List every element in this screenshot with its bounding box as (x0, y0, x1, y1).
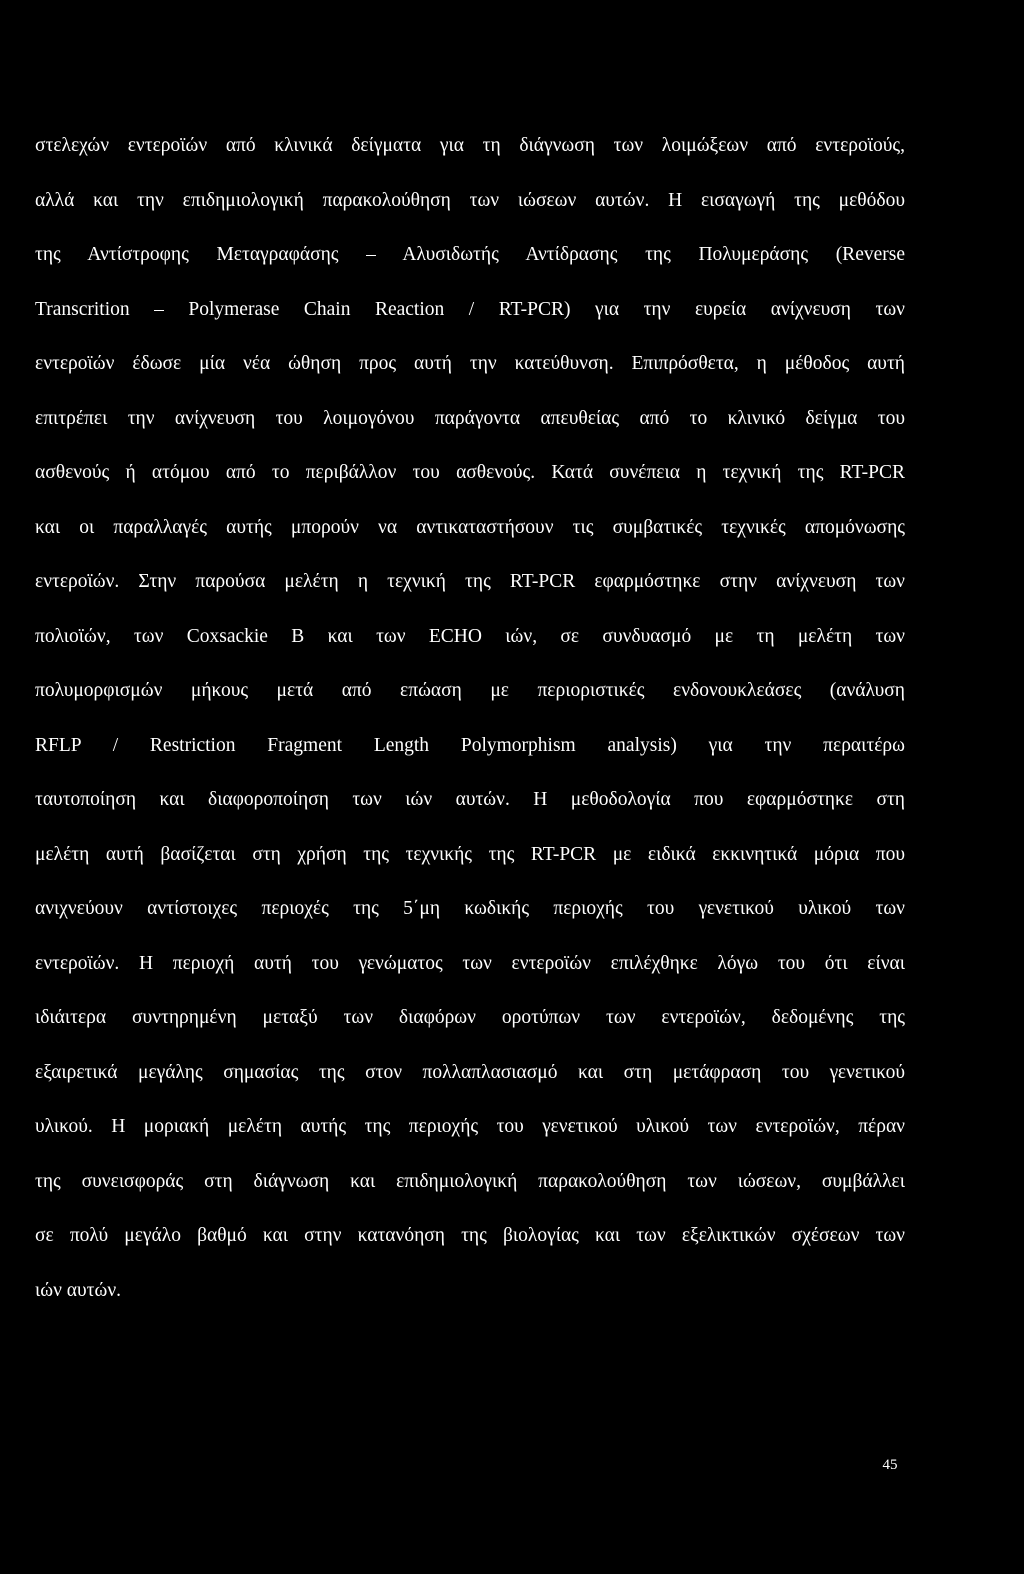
text-line: επιτρέπει την ανίχνευση του λοιμογόνου παράγοντα απευθείας από το κλινικό δείγμα του (35, 407, 905, 429)
text-line: ιδιάιτερα συντηρημένη μεταξύ των διαφόρων οροτύπων των εντεροϊών, δεδομένης της (35, 1007, 905, 1028)
text-line: ταυτοποίηση και διαφοροποίηση των ιών αυτών. Η μεθοδολογία που εφαρμόστηκε στη (35, 789, 905, 810)
text-line: εντεροϊών. Στην παρούσα μελέτη η τεχνική της RT-PCR εφαρμόστηκε στην ανίχνευση των (35, 571, 905, 592)
text-line: υλικού. Η μοριακή μελέτη αυτής της περιοχής του γενετικού υλικού των εντεροϊών, πέραν (35, 1116, 905, 1137)
text-line: μελέτη αυτή βασίζεται στη χρήση της τεχνικής της RT-PCR με ειδικά εκκινητικά μόρια που (35, 843, 905, 865)
text-line: ανιχνεύουν αντίστοιχες περιοχές της 5΄μη κωδικής περιοχής του γενετικού υλικού των (35, 898, 905, 919)
text-line: ασθενούς ή ατόμου από το περιβάλλον του ασθενούς. Κατά συνέπεια η τεχνική της RT-PCR (35, 462, 905, 483)
text-line: εντεροϊών. Η περιοχή αυτή του γενώματος των εντεροϊών επιλέχθηκε λόγω του ότι είναι (35, 952, 905, 974)
text-line: Transcrition – Polymerase Chain Reaction / RT-PCR) για την ευρεία ανίχνευση των (35, 298, 905, 320)
text-line-last: ιών αυτών. (35, 1279, 122, 1301)
page-number: 45 (882, 1457, 898, 1473)
text-line: και οι παραλλαγές αυτής μπορούν να αντικαταστήσουν τις συμβατικές τεχνικές απομόνωσης (35, 516, 905, 538)
text-line: πολιοϊών, των Coxsackie B και των ECHO ιών, σε συνδυασμό με τη μελέτη των (35, 625, 905, 647)
text-line: σε πολύ μεγάλο βαθμό και στην κατανόηση της βιολογίας και των εξελικτικών σχέσεων των (35, 1225, 905, 1246)
text-line: αλλά και την επιδημιολογική παρακολούθηση των ιώσεων αυτών. Η εισαγωγή της μεθόδου (35, 189, 905, 211)
text-line: εξαιρετικά μεγάλης σημασίας της στον πολλαπλασιασμό και στη μετάφραση του γενετικού (35, 1061, 905, 1083)
text-line: στελεχών εντεροϊών από κλινικά δείγματα για τη διάγνωση των λοιμώξεων από εντεροϊούς, (35, 135, 905, 156)
text-line: της Αντίστροφης Μεταγραφάσης – Αλυσιδωτής Αντίδρασης της Πολυμεράσης (Reverse (35, 244, 905, 265)
text-line: της συνεισφοράς στη διάγνωση και επιδημιολογική παρακολούθηση των ιώσεων, συμβάλλει (35, 1170, 905, 1192)
text-line: πολυμορφισμών μήκους μετά από επώαση με περιοριστικές ενδονουκλεάσες (ανάλυση (35, 680, 905, 701)
text-line: RFLP / Restriction Fragment Length Polymorphism analysis) για την περαιτέρω (35, 734, 905, 756)
text-line: εντεροϊών έδωσε μία νέα ώθηση προς αυτή την κατεύθυνση. Επιπρόσθετα, η μέθοδος αυτή (35, 353, 905, 374)
body-paragraph (35, 126, 905, 1325)
